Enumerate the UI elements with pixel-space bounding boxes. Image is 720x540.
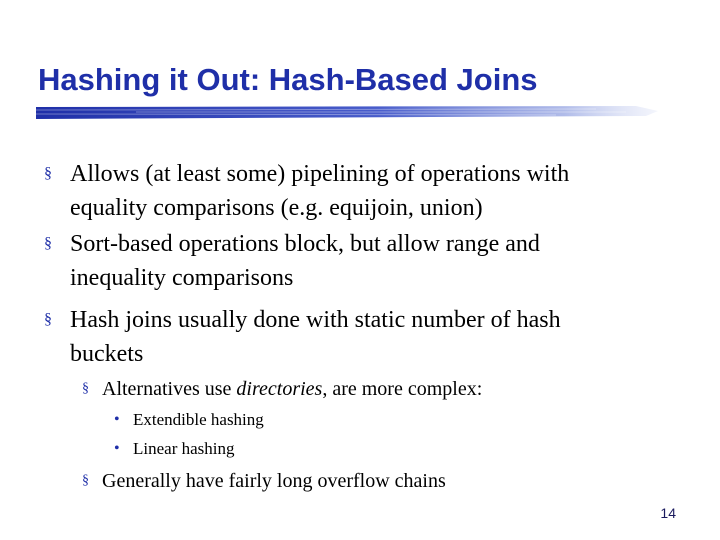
sub-sub-bullet-text: Linear hashing bbox=[133, 439, 235, 458]
section-marker: § bbox=[44, 311, 52, 328]
bullet-line: buckets bbox=[70, 341, 144, 367]
title-underline-bar bbox=[36, 103, 658, 123]
sub-bullet-text: Alternatives use bbox=[102, 378, 237, 400]
sub-bullet-text: Generally have fairly long overflow chains bbox=[102, 470, 446, 492]
bullet-line: Hash joins usually done with static number of hash bbox=[70, 307, 561, 333]
section-marker: § bbox=[82, 381, 89, 396]
bullet-line: Allows (at least some) pipelining of operations with bbox=[70, 161, 570, 187]
bullet-line: inequality comparisons bbox=[70, 265, 294, 291]
section-marker: § bbox=[82, 473, 89, 488]
bullet-line: Sort-based operations block, but allow range and bbox=[70, 231, 540, 257]
section-marker: § bbox=[44, 235, 52, 252]
sub-sub-bullet-text: Extendible hashing bbox=[133, 410, 264, 429]
bullet-line: equality comparisons (e.g. equijoin, union) bbox=[70, 195, 483, 221]
bullet-dot: • bbox=[114, 440, 120, 457]
sub-bullet-text: , are more complex: bbox=[322, 378, 483, 400]
slide-title: Hashing it Out: Hash-Based Joins bbox=[38, 62, 538, 97]
bullet-dot: • bbox=[114, 411, 120, 428]
page-number: 14 bbox=[660, 505, 676, 521]
sub-bullet-italic-text: directories bbox=[236, 378, 323, 400]
section-marker: § bbox=[44, 165, 52, 182]
